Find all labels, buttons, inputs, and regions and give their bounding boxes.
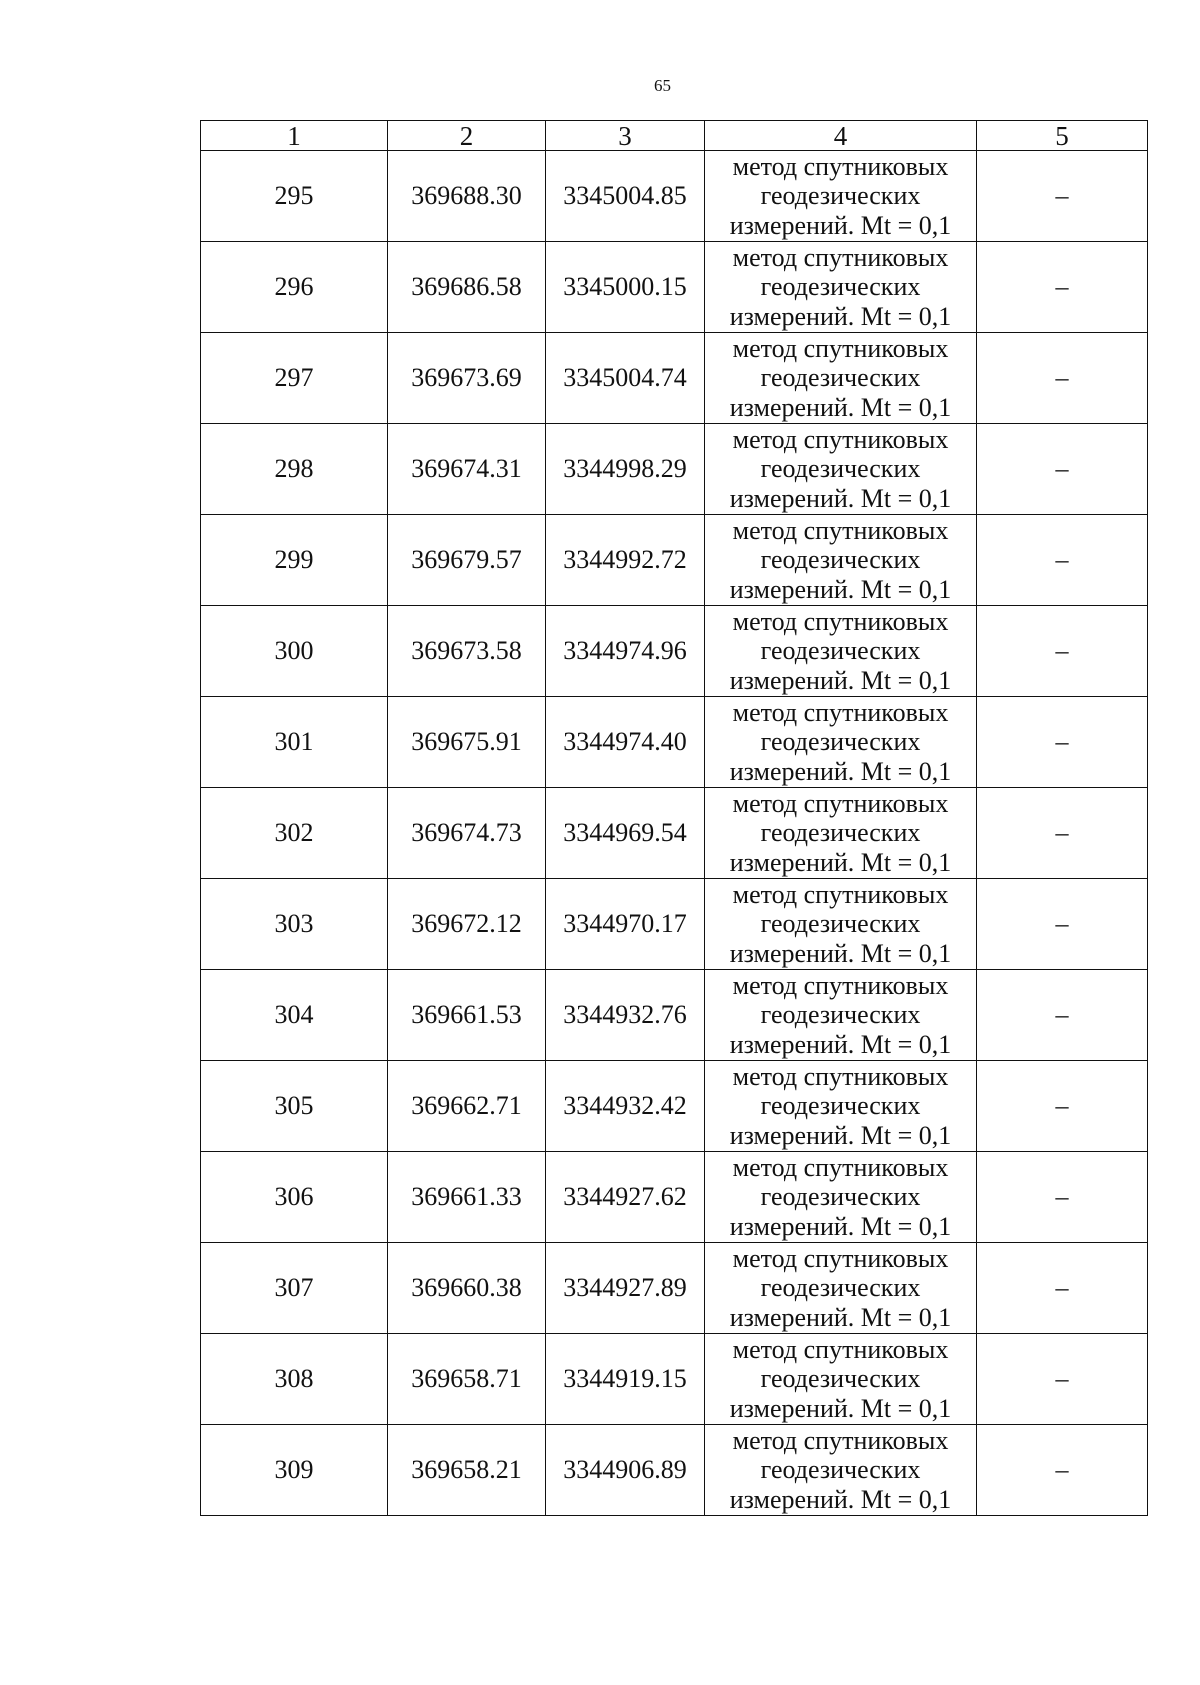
column-header-3: 3: [546, 121, 705, 151]
point-number-cell: 295: [201, 151, 388, 242]
method-cell: [705, 1425, 977, 1516]
method-line-1: метод спутниковых: [732, 606, 949, 636]
point-number-cell: 302: [201, 788, 388, 879]
method-line-3: измерений. Mt = 0,1: [729, 665, 952, 695]
method-cell: [705, 788, 977, 879]
method-line-2: геодезических: [760, 1000, 921, 1030]
method-line-1: метод спутниковых: [732, 1425, 949, 1455]
x-coordinate-cell: 369658.71: [388, 1334, 546, 1425]
point-number-cell: 307: [201, 1243, 388, 1334]
y-coordinate-cell: 3344974.40: [546, 697, 705, 788]
x-coordinate-cell: 369658.21: [388, 1425, 546, 1516]
table-row: [201, 1152, 1148, 1243]
note-cell: –: [977, 424, 1148, 515]
method-cell: [705, 1061, 977, 1152]
method-cell: [705, 1334, 977, 1425]
point-number-cell: 297: [201, 333, 388, 424]
note-cell: –: [977, 333, 1148, 424]
note-cell: –: [977, 151, 1148, 242]
note-cell: –: [977, 242, 1148, 333]
method-line-2: геодезических: [760, 1182, 921, 1212]
method-cell: [705, 1243, 977, 1334]
point-number-cell: 300: [201, 606, 388, 697]
x-coordinate-cell: 369673.69: [388, 333, 546, 424]
method-cell: [705, 242, 977, 333]
x-coordinate-cell: 369662.71: [388, 1061, 546, 1152]
x-coordinate-cell: 369661.33: [388, 1152, 546, 1243]
table-row: [201, 1061, 1148, 1152]
method-line-2: геодезических: [760, 1364, 921, 1394]
note-cell: –: [977, 1425, 1148, 1516]
method-line-3: измерений. Mt = 0,1: [729, 1484, 952, 1514]
method-line-2: геодезических: [760, 181, 921, 211]
x-coordinate-cell: 369679.57: [388, 515, 546, 606]
method-line-3: измерений. Mt = 0,1: [729, 210, 952, 240]
table-row: [201, 970, 1148, 1061]
method-line-3: измерений. Mt = 0,1: [729, 483, 952, 513]
table-row: [201, 151, 1148, 242]
method-cell: [705, 333, 977, 424]
note-cell: –: [977, 697, 1148, 788]
point-number-cell: 304: [201, 970, 388, 1061]
column-header-1: 1: [201, 121, 388, 151]
method-line-2: геодезических: [760, 454, 921, 484]
y-coordinate-cell: 3344927.62: [546, 1152, 705, 1243]
note-cell: –: [977, 1243, 1148, 1334]
method-line-2: геодезических: [760, 272, 921, 302]
method-cell: [705, 424, 977, 515]
method-line-2: геодезических: [760, 636, 921, 666]
method-line-3: измерений. Mt = 0,1: [729, 392, 952, 422]
y-coordinate-cell: 3345004.85: [546, 151, 705, 242]
method-line-1: метод спутниковых: [732, 1243, 949, 1273]
x-coordinate-cell: 369660.38: [388, 1243, 546, 1334]
note-cell: –: [977, 606, 1148, 697]
point-number-cell: 296: [201, 242, 388, 333]
method-cell: [705, 606, 977, 697]
note-cell: –: [977, 515, 1148, 606]
x-coordinate-cell: 369686.58: [388, 242, 546, 333]
column-header-4: 4: [705, 121, 977, 151]
y-coordinate-cell: 3344998.29: [546, 424, 705, 515]
header-row: [201, 121, 1148, 151]
x-coordinate-cell: 369661.53: [388, 970, 546, 1061]
note-cell: –: [977, 1061, 1148, 1152]
method-line-2: геодезических: [760, 909, 921, 939]
y-coordinate-cell: 3345000.15: [546, 242, 705, 333]
y-coordinate-cell: 3344969.54: [546, 788, 705, 879]
point-number-cell: 299: [201, 515, 388, 606]
method-line-3: измерений. Mt = 0,1: [729, 301, 952, 331]
coordinates-table: [200, 120, 1148, 1516]
point-number-cell: 309: [201, 1425, 388, 1516]
method-line-1: метод спутниковых: [732, 788, 949, 818]
method-line-3: измерений. Mt = 0,1: [729, 1120, 952, 1150]
method-line-3: измерений. Mt = 0,1: [729, 1393, 952, 1423]
method-cell: [705, 1152, 977, 1243]
column-header-2: 2: [388, 121, 546, 151]
y-coordinate-cell: 3344992.72: [546, 515, 705, 606]
method-line-1: метод спутниковых: [732, 697, 949, 727]
table-row: [201, 788, 1148, 879]
method-line-2: геодезических: [760, 1455, 921, 1485]
y-coordinate-cell: 3344927.89: [546, 1243, 705, 1334]
note-cell: –: [977, 1152, 1148, 1243]
y-coordinate-cell: 3344970.17: [546, 879, 705, 970]
table-row: [201, 1334, 1148, 1425]
method-line-2: геодезических: [760, 1091, 921, 1121]
method-line-1: метод спутниковых: [732, 1152, 949, 1182]
method-line-3: измерений. Mt = 0,1: [729, 1029, 952, 1059]
y-coordinate-cell: 3344906.89: [546, 1425, 705, 1516]
y-coordinate-cell: 3344932.76: [546, 970, 705, 1061]
x-coordinate-cell: 369688.30: [388, 151, 546, 242]
method-line-1: метод спутниковых: [732, 151, 949, 181]
page-number: 65: [654, 76, 671, 95]
method-line-2: геодезических: [760, 545, 921, 575]
point-number-cell: 301: [201, 697, 388, 788]
x-coordinate-cell: 369674.31: [388, 424, 546, 515]
point-number-cell: 308: [201, 1334, 388, 1425]
note-cell: –: [977, 1334, 1148, 1425]
method-cell: [705, 879, 977, 970]
point-number-cell: 306: [201, 1152, 388, 1243]
column-header-5: 5: [977, 121, 1148, 151]
note-cell: –: [977, 879, 1148, 970]
method-line-1: метод спутниковых: [732, 970, 949, 1000]
point-number-cell: 305: [201, 1061, 388, 1152]
x-coordinate-cell: 369674.73: [388, 788, 546, 879]
method-line-1: метод спутниковых: [732, 1334, 949, 1364]
point-number-cell: 298: [201, 424, 388, 515]
method-line-3: измерений. Mt = 0,1: [729, 574, 952, 604]
x-coordinate-cell: 369673.58: [388, 606, 546, 697]
method-line-2: геодезических: [760, 363, 921, 393]
method-cell: [705, 970, 977, 1061]
y-coordinate-cell: 3344974.96: [546, 606, 705, 697]
method-line-3: измерений. Mt = 0,1: [729, 847, 952, 877]
x-coordinate-cell: 369672.12: [388, 879, 546, 970]
table-row: [201, 424, 1148, 515]
method-line-1: метод спутниковых: [732, 515, 949, 545]
method-cell: [705, 515, 977, 606]
method-cell: [705, 697, 977, 788]
y-coordinate-cell: 3344919.15: [546, 1334, 705, 1425]
x-coordinate-cell: 369675.91: [388, 697, 546, 788]
point-number-cell: 303: [201, 879, 388, 970]
method-line-1: метод спутниковых: [732, 424, 949, 454]
method-line-3: измерений. Mt = 0,1: [729, 938, 952, 968]
y-coordinate-cell: 3345004.74: [546, 333, 705, 424]
method-line-1: метод спутниковых: [732, 1061, 949, 1091]
table-body: [201, 151, 1148, 1516]
method-line-3: измерений. Mt = 0,1: [729, 1211, 952, 1241]
method-line-1: метод спутниковых: [732, 242, 949, 272]
method-line-1: метод спутниковых: [732, 333, 949, 363]
y-coordinate-cell: 3344932.42: [546, 1061, 705, 1152]
method-line-3: измерений. Mt = 0,1: [729, 756, 952, 786]
method-line-2: геодезических: [760, 818, 921, 848]
table-row: [201, 515, 1148, 606]
method-line-2: геодезических: [760, 1273, 921, 1303]
note-cell: –: [977, 970, 1148, 1061]
method-line-2: геодезических: [760, 727, 921, 757]
method-line-1: метод спутниковых: [732, 879, 949, 909]
method-line-3: измерений. Mt = 0,1: [729, 1302, 952, 1332]
note-cell: –: [977, 788, 1148, 879]
table-row: [201, 1425, 1148, 1516]
table-row: [201, 697, 1148, 788]
table-row: [201, 242, 1148, 333]
table-header: [201, 121, 1148, 151]
table-row: [201, 1243, 1148, 1334]
method-cell: [705, 151, 977, 242]
table-row: [201, 333, 1148, 424]
table-row: [201, 879, 1148, 970]
table-row: [201, 606, 1148, 697]
